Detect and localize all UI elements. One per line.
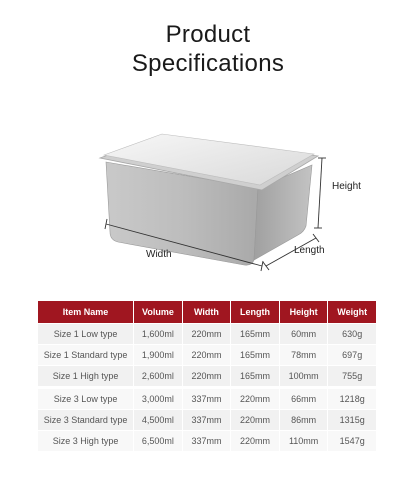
table-row	[38, 387, 376, 409]
length-label: Length	[294, 245, 325, 256]
table-cell: 1218g	[328, 387, 376, 409]
table-cell: 1547g	[328, 431, 376, 451]
table-row	[38, 366, 376, 386]
table-cell: 220mm	[183, 345, 231, 365]
table-cell: 66mm	[280, 387, 328, 409]
table-cell: Size 1 High type	[38, 366, 133, 386]
table-cell: 2,600ml	[134, 366, 182, 386]
table-header-row	[38, 301, 376, 323]
table-cell: 755g	[328, 366, 376, 386]
table-row	[38, 345, 376, 365]
table-cell: 1,900ml	[134, 345, 182, 365]
table-cell: 337mm	[183, 410, 231, 430]
width-label: Width	[146, 249, 172, 260]
title-line-1: Product	[165, 21, 251, 48]
stainless-steel-container-icon	[0, 120, 416, 280]
table-cell: Size 1 Low type	[38, 324, 133, 344]
table-cell: 220mm	[231, 410, 279, 430]
table-cell: 4,500ml	[134, 410, 182, 430]
column-header: Length	[231, 301, 279, 323]
table-cell: 165mm	[231, 345, 279, 365]
table-cell: 337mm	[183, 431, 231, 451]
table-cell: 220mm	[183, 324, 231, 344]
table-cell: Size 3 Low type	[38, 387, 133, 409]
table-row	[38, 324, 376, 344]
table-cell: Size 3 Standard type	[38, 410, 133, 430]
table-cell: 1,600ml	[134, 324, 182, 344]
table-cell: 630g	[328, 324, 376, 344]
page-title	[0, 20, 416, 78]
table-cell: 3,000ml	[134, 387, 182, 409]
column-header: Width	[183, 301, 231, 323]
table-cell: 220mm	[231, 431, 279, 451]
table-cell: 60mm	[280, 324, 328, 344]
table-cell: 165mm	[231, 324, 279, 344]
table-cell: 697g	[328, 345, 376, 365]
table-cell: 220mm	[183, 366, 231, 386]
column-header: Height	[280, 301, 328, 323]
table-cell: 220mm	[231, 387, 279, 409]
table-cell: Size 1 Standard type	[38, 345, 133, 365]
table-cell: 78mm	[280, 345, 328, 365]
table-cell: 165mm	[231, 366, 279, 386]
table-cell: Size 3 High type	[38, 431, 133, 451]
table-cell: 100mm	[280, 366, 328, 386]
table-cell: 1315g	[328, 410, 376, 430]
column-header: Weight	[328, 301, 376, 323]
column-header: Volume	[134, 301, 182, 323]
table-cell: 337mm	[183, 387, 231, 409]
table-row	[38, 431, 376, 451]
table-cell: 110mm	[280, 431, 328, 451]
spec-table	[37, 300, 377, 452]
table-cell: 86mm	[280, 410, 328, 430]
title-line-2: Specifications	[131, 50, 285, 77]
table-row	[38, 410, 376, 430]
table-cell: 6,500ml	[134, 431, 182, 451]
height-label: Height	[332, 181, 361, 192]
column-header: Item Name	[38, 301, 133, 323]
